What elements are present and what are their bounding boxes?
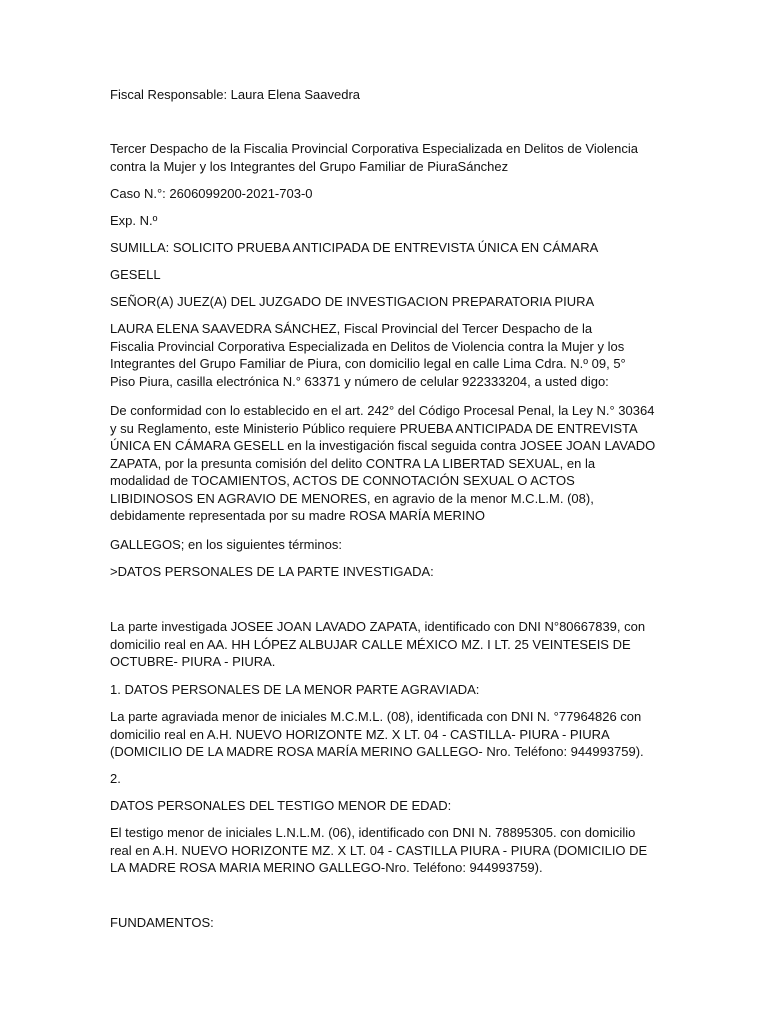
datos-testigo-heading: DATOS PERSONALES DEL TESTIGO MENOR DE EDAD: — [110, 798, 452, 813]
datos-testigo-paragraph: El testigo menor de iniciales L.N.L.M. (06), identificado con DNI N. 78895305. con domicilio real en A.H. NUEVO HORIZONTE MZ. X LT. 04 - CASTILLA PIURA - PIURA (DOMICILIO DE LA MADRE ROSA MARIA MERINO GALLEGO-Nro. Teléfono: 944993759). — [110, 825, 648, 875]
sumilla: SUMILLA: SOLICITO PRUEBA ANTICIPADA DE ENTREVISTA ÚNICA EN CÁMARA — [110, 240, 599, 255]
numeral-two: 2. — [110, 771, 121, 786]
datos-agraviada-heading: 1. DATOS PERSONALES DE LA MENOR PARTE AGRAVIADA: — [110, 682, 480, 697]
expediente-number: Exp. N.º — [110, 213, 158, 228]
introduccion-paragraph: LAURA ELENA SAAVEDRA SÁNCHEZ, Fiscal Provincial del Tercer Despacho de la Fiscalia Provincial Corporativa Especializada en Delitos de Violencia contra la Mujer y los Integrantes del Grupo Familiar de Piura, con domicilio legal en calle Lima Cdra. N.º 09, 5° Piso Piura, casilla electrónica N.° 63371 y número de celular 922333204, a usted digo: — [110, 321, 626, 389]
despacho-heading: Tercer Despacho de la Fiscalia Provincial Corporativa Especializada en Delitos de Violencia contra la Mujer y los Integrantes del Grupo Familiar de PiuraSánchez — [110, 141, 638, 174]
fundamentos-heading: FUNDAMENTOS: — [110, 915, 214, 930]
datos-investigada-paragraph: La parte investigada JOSEE JOAN LAVADO ZAPATA, identificado con DNI N°80667839, con domicilio real en AA. HH LÓPEZ ALBUJAR CALLE MÉXICO MZ. I LT. 25 VEINTESEIS DE OCTUBRE- PIURA - PIURA. — [110, 619, 646, 669]
conformidad-paragraph: De conformidad con lo establecido en el art. 242° del Código Procesal Penal, la Ley N.° 30364 y su Reglamento, este Ministerio Público requiere PRUEBA ANTICIPADA DE ENTREVISTA ÚNICA EN CÁMARA GESELL en la investigación fiscal seguida contra JOSEE JOAN LAVADO ZAPATA, por la presunta comisión del delito CONTRA LA LIBERTAD SEXUAL, en la modalidad de TOCAMIENTOS, ACTOS DE CONNOTACIÓN SEXUAL O ACTOS LIBIDINOSOS EN AGRAVIO DE MENORES, en agravio de la menor M.C.L.M. (08), debidamente representada por su madre ROSA MARÍA MERINO — [110, 403, 656, 523]
sumilla-continuation: GESELL — [110, 267, 161, 282]
caso-number: Caso N.°: 2606099200-2021-703-0 — [110, 186, 313, 201]
fiscal-responsable: Fiscal Responsable: Laura Elena Saavedra — [110, 87, 361, 102]
destinatario: SEÑOR(A) JUEZ(A) DEL JUZGADO DE INVESTIGACION PREPARATORIA PIURA — [110, 294, 595, 309]
gallegos-line: GALLEGOS; en los siguientes términos: — [110, 537, 342, 552]
datos-agraviada-paragraph: La parte agraviada menor de iniciales M.C.M.L. (08), identificada con DNI N. °77964826 con domicilio real en A.H. NUEVO HORIZONTE MZ. X LT. 04 - CASTILLA- PIURA - PIURA (DOMICILIO DE LA MADRE ROSA MARÍA MERINO GALLEGO- Nro. Teléfono: 944993759). — [110, 709, 644, 759]
datos-investigada-heading: >DATOS PERSONALES DE LA PARTE INVESTIGADA: — [110, 564, 434, 579]
